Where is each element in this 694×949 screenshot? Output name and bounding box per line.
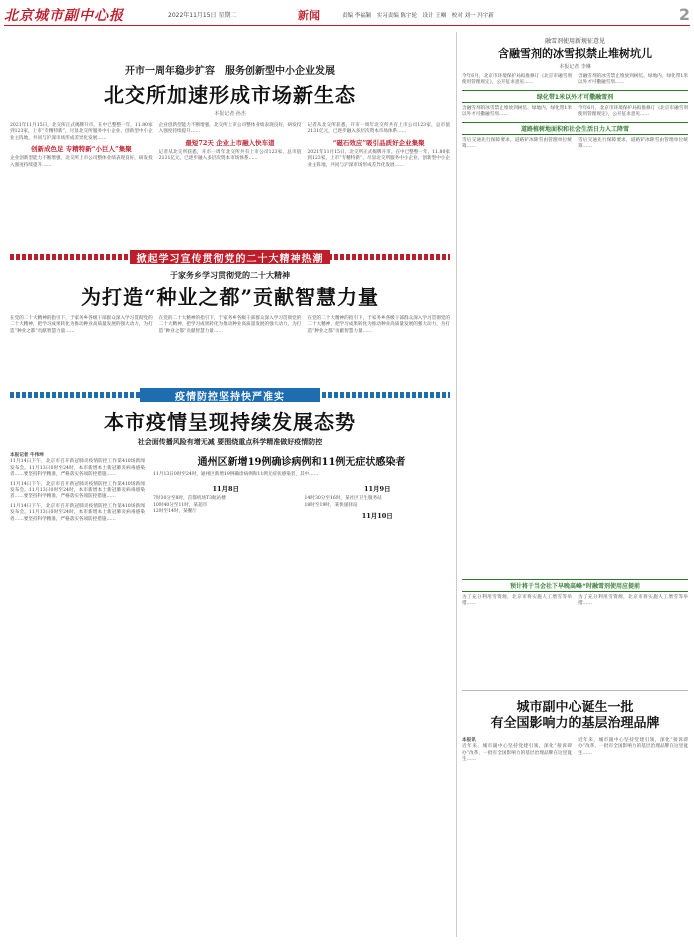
- lead-col2b: 记者从北交所获悉，开市一周年北交所共有上市公司123家，总市值2131亿元，已逐步融入多层次资本市场体系……: [158, 149, 302, 162]
- timeline-entry-1: 7时30分至8时，首都机场T3航站楼: [153, 496, 226, 502]
- lead-col3: 记者从北交所获悉，开市一周年北交所共有上市公司123家，总市值2131亿元，已逐步融入多层次资本市场体系……: [307, 123, 450, 135]
- right-top-body-c: 含融雪剂的冰雪禁止堆放到树坑、绿地内，绿化带1米以外才可撒融雪剂……: [462, 105, 572, 118]
- right-top-byline: 本报记者 李琳: [559, 64, 591, 70]
- timeline-entry-5: 18时至19时，某快递驿站: [304, 502, 358, 508]
- covid-story: [10, 406, 450, 926]
- lead-col3b: 2021年11月15日，北交所正式揭牌开市。在中已整整一年，11.80家到123家，上市“专精特新”，尽显北交所服务中小企业、创新型中小企业主阵地，共同与沪深市场形成差异化发展……: [307, 149, 450, 168]
- right-top-body-e: 雪后交通先行保障要求，道路铲冰除雪由管理单位统筹……: [462, 137, 572, 150]
- covid-kicker: 社会面传播风险有增无减 要围绕重点科学精准做好疫情防控: [137, 437, 323, 446]
- right-bottom-headline: 城市副中心诞生一批 有全国影响力的基层治理品牌: [490, 700, 660, 731]
- lead-sub2: 最短72天 企业上市融入快车道: [185, 138, 275, 147]
- paper-brand: 北京城市副中心报: [4, 7, 124, 24]
- masthead: [4, 4, 690, 26]
- lead-col1: 2021年11月15日，北交所正式揭牌开市。在中已整整一年，11.80家到123家，上市“专精特新”，尽显北交所服务中小企业、创新型中小企业主阵地，共同与沪深市场形成差异化发展……: [10, 123, 153, 141]
- right-mid-story: [462, 576, 688, 681]
- spirit-kicker: 于家务乡学习贯彻党的二十大精神: [170, 270, 290, 280]
- timeline-date-1: 11月8日: [212, 485, 240, 494]
- covid-banner: 疫情防控坚持快严准实: [140, 388, 320, 402]
- right-top-body-b: 含融雪剂的冰雪禁止堆放到树坑、绿地内，绿化带1米以外才可撒融雪剂……: [578, 74, 688, 86]
- spirit-headline: 为打造“种业之都”贡献智慧力量: [80, 285, 379, 309]
- right-bottom-story: [462, 700, 688, 938]
- right-bottom-byline: 本报讯: [462, 738, 476, 743]
- covid-body-2: 11月14日下午，北京市召开新冠肺炎疫情防控工作第410场新闻发布会。11月13日0时至24时，本市新增本土新冠肺炎病毒感染者……要坚持科学精准，严格落实各项防控措施……: [10, 481, 145, 500]
- spirit-body-3: 在党的二十大精神的指引下，于家务乡各级干部群众深入学习贯彻党的二十大精神，把学习成果转化为推动种业高质量发展的强大动力，为打造“种业之都”贡献智慧力量……: [307, 316, 450, 334]
- issue-date: 2022年11月15日 星期二: [168, 12, 237, 19]
- right-top-body-a: 今年6月，北京市环境保护局拟推修订《北京市融雪剂使用管理规定》，公开征求意见……: [462, 74, 572, 86]
- covid-body-1: 11月14日下午，北京市召开新冠肺炎疫情防控工作第410场新闻发布会。11月13日0时至24时，本市新增本土新冠肺炎病毒感染者……要坚持科学精准，严格落实各项防控措施……: [10, 459, 145, 478]
- lead-kicker: 开市一周年稳步扩容 服务创新型中小企业发展: [125, 66, 335, 77]
- covid-byline: 本报记者 牛伟坤: [10, 453, 44, 458]
- spirit-banner: 掀起学习宣传贯彻党的二十大精神热潮: [130, 250, 330, 264]
- column-divider: [456, 32, 457, 937]
- lead-byline: 本报记者 孙杰: [214, 111, 246, 117]
- right-divider: [462, 690, 688, 691]
- right-top-body-d: 今年6月，北京市环境保护局拟推修订《北京市融雪剂使用管理规定》，公开征求意见……: [578, 105, 688, 118]
- lead-story: [10, 62, 450, 242]
- covid-sub-headline: 通州区新增19例确诊病例和11例无症状感染者: [197, 457, 406, 468]
- spirit-body-1: 在党的二十大精神的指引下，于家务乡各级干部群众深入学习贯彻党的二十大精神，把学习成果转化为推动种业高质量发展的强大动力，为打造“种业之都”贡献智慧力量……: [10, 316, 153, 334]
- right-bottom-body-a: 近年来，城市副中心坚持党建引领，深化“接诉即办”改革，一批有全国影响力的基层治理品牌在这里诞生……: [462, 744, 572, 763]
- timeline-date-2: 11月9日: [363, 485, 391, 494]
- spirit-story: [10, 270, 450, 380]
- right-top-kicker: 融雪剂使用新规征意见: [544, 38, 605, 45]
- right-top-greenbar: 绿化带1米以外才可撒融雪剂: [462, 90, 688, 103]
- timeline-entry-3: 12时至14时，某餐厅: [153, 509, 197, 515]
- covid-headline: 本市疫情呈现持续发展态势: [104, 410, 356, 434]
- editor-credits: 责编 李福颖 实习责编 陈宇轮 设计 王帼 校对 刘一 冯宇新: [342, 12, 494, 19]
- covid-sub-body: 11月13日0时至24时，通州区新增19例确诊病例和11例无症状感染者，其中……: [153, 472, 319, 477]
- right-top-story: [462, 36, 688, 566]
- spirit-body-2: 在党的二十大精神的指引下，于家务乡各级干部群众深入学习贯彻党的二十大精神，把学习成果转化为推动种业高质量发展的强大动力，为打造“种业之都”贡献智慧力量……: [158, 316, 302, 334]
- lead-sub1: 创新成色足 专精特新“小巨人”集聚: [30, 145, 132, 154]
- lead-col1b: 企业创新型能力不断增强，北交所上市公司整体业绩表现良好，研发投入强度持续提升……: [10, 156, 153, 168]
- timeline-entry-4: 14时30分至16时，某社区卫生服务站: [304, 496, 382, 502]
- lead-headline: 北交所加速形成市场新生态: [104, 83, 356, 107]
- right-top-body-f: 雪后交通先行保障要求，道路铲冰除雪由管理单位统筹……: [578, 137, 688, 150]
- right-top-greenbar-2: 道路植树地面积和社会生活日力人工降雪: [462, 122, 688, 135]
- right-bottom-body-b: 近年来，城市副中心坚持党建引领，深化“接诉即办”改革，一批有全国影响力的基层治理品牌在这里诞生……: [578, 738, 688, 756]
- right-mid-body-b: 为了充分利用雪资源，北京市将实施人工增雪等举措……: [578, 595, 688, 607]
- right-mid-greenbar: 预计将于当会社下早晚高峰“时融雪剂使用应提前: [462, 579, 688, 592]
- lead-sub3: “磁石效应”吸引品质好企业集聚: [332, 138, 425, 147]
- lead-col2: 企业创新型能力不断增强，北交所上市公司整体业绩表现良好，研发投入强度持续提升……: [158, 123, 302, 135]
- right-mid-body-a: 为了充分利用雪资源，北京市将实施人工增雪等举措……: [462, 595, 572, 607]
- page-number: 2: [678, 5, 690, 24]
- timeline-entry-2: 10时40分至11时，某超市: [153, 502, 208, 508]
- covid-body-3: 11月14日下午，北京市召开新冠肺炎疫情防控工作第410场新闻发布会。11月13日0时至24时，本市新增本土新冠肺炎病毒感染者……要坚持科学精准，严格落实各项防控措施……: [10, 503, 145, 522]
- timeline-date-3: 11月10日: [361, 512, 393, 521]
- right-top-headline: 含融雪剂的冰雪拟禁止堆树坑儿: [498, 47, 652, 60]
- section-name: 新闻: [298, 8, 320, 22]
